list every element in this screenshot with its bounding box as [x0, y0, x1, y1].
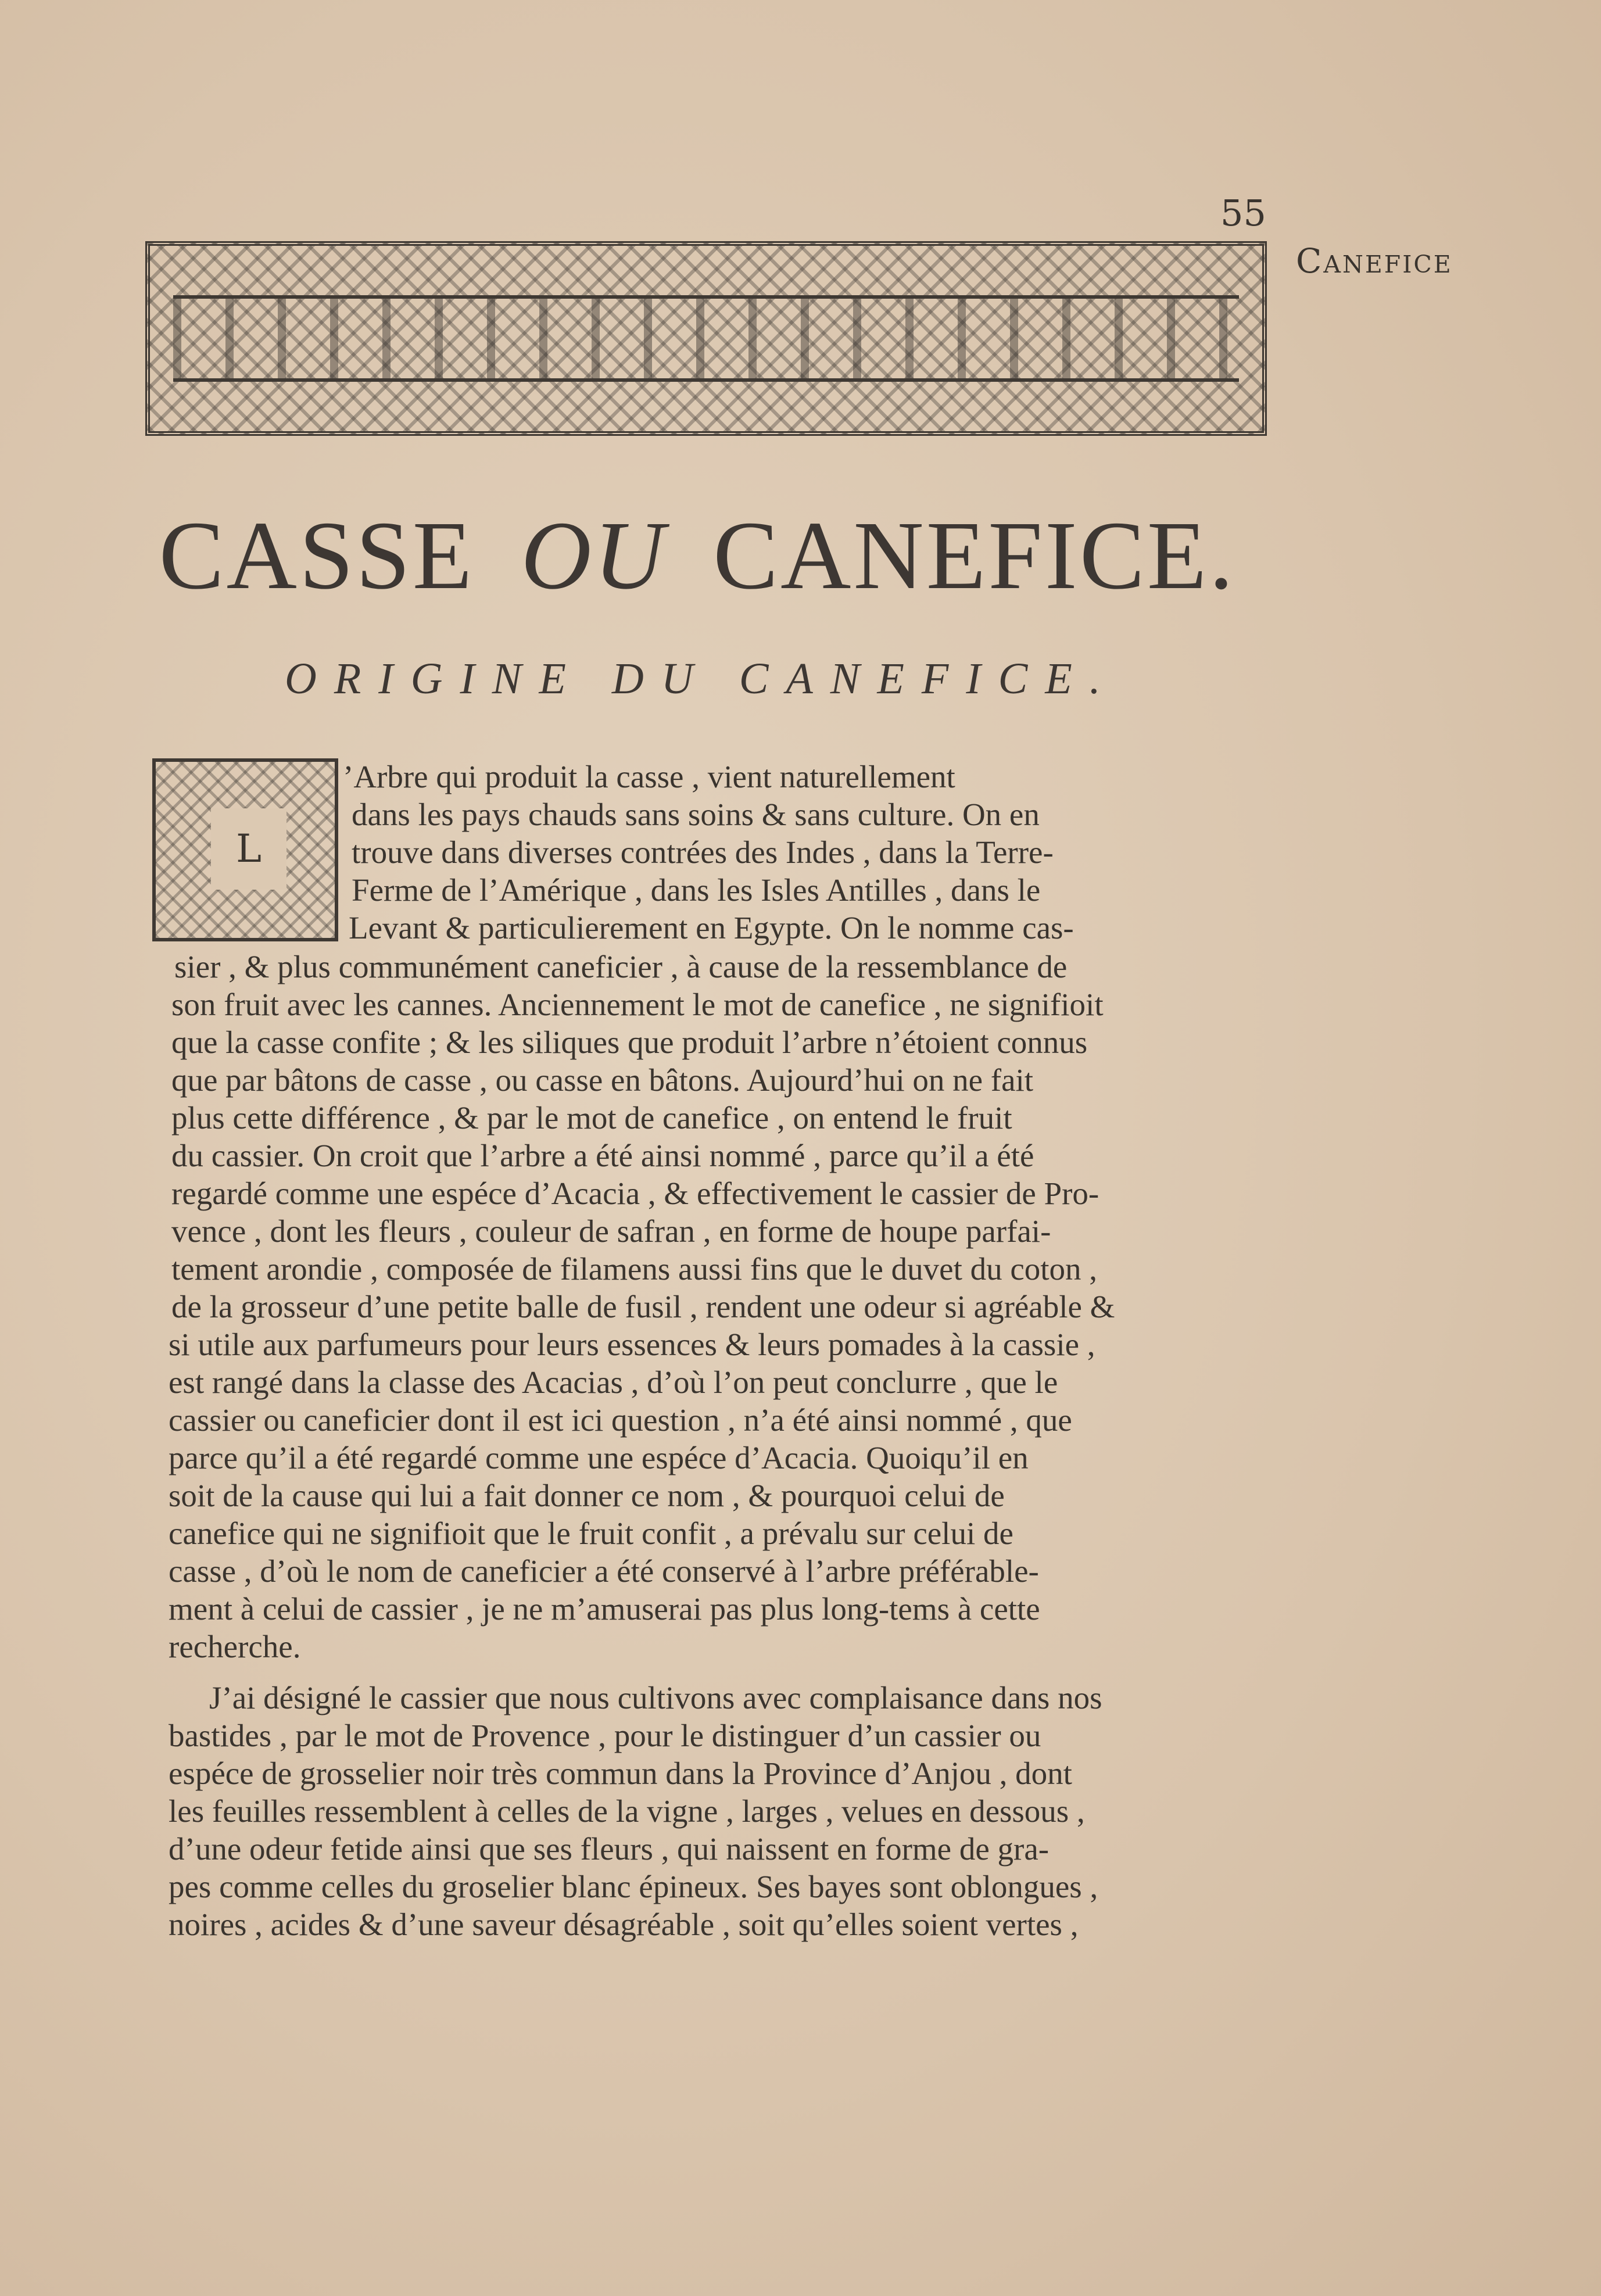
- body-line: pes comme celles du groselier blanc épineux. Ses bayes sont oblongues ,: [169, 1869, 1098, 1904]
- body-line: trouve dans diverses contrées des Indes , dans la Terre-: [352, 834, 1054, 870]
- section-heading: ORIGINE DU CANEFICE.: [285, 654, 1118, 703]
- body-line: les feuilles ressemblent à celles de la vigne , larges , velues en dessous ,: [169, 1793, 1085, 1829]
- body-line: sier , & plus communément caneficier , à cause de la ressemblance de: [174, 949, 1068, 984]
- title-part-2: OU: [521, 502, 667, 610]
- running-head: Canefice: [1296, 241, 1453, 281]
- body-line: espéce de grosselier noir très commun dans la Province d’Anjou , dont: [169, 1756, 1072, 1791]
- body-line: du cassier. On croit que l’arbre a été ainsi nommé , parce qu’il a été: [171, 1138, 1034, 1173]
- body-line: J’ai désigné le cassier que nous cultivons avec complaisance dans nos: [209, 1680, 1102, 1715]
- headpiece-band: [173, 295, 1239, 382]
- body-line: noires , acides & d’une saveur désagréable , soit qu’elles soient vertes ,: [169, 1907, 1079, 1942]
- body-line: soit de la cause qui lui a fait donner ce nom , & pourquoi celui de: [169, 1478, 1005, 1513]
- body-line: d’une odeur fetide ainsi que ses fleurs , qui naissent en forme de gra-: [169, 1831, 1050, 1867]
- page-title: [0, 500, 1395, 612]
- body-line: plus cette différence , & par le mot de canefice , on entend le fruit: [171, 1100, 1012, 1136]
- body-line: Levant & particulierement en Egypte. On le nomme cas-: [349, 910, 1074, 945]
- body-line: regardé comme une espéce d’Acacia , & effectivement le cassier de Pro-: [171, 1176, 1099, 1211]
- drop-cap-letter: L: [211, 808, 286, 890]
- body-line: dans les pays chauds sans soins & sans culture. On en: [352, 797, 1040, 832]
- body-line: que la casse confite ; & les siliques que produit l’arbre n’étoient connus: [171, 1025, 1088, 1060]
- title-part-3: CANEFICE.: [713, 502, 1236, 610]
- body-line: vence , dont les fleurs , couleur de safran , en forme de houpe parfai-: [171, 1213, 1051, 1249]
- body-line: de la grosseur d’une petite balle de fusil , rendent une odeur si agréable &: [171, 1289, 1115, 1324]
- body-line: cassier ou caneficier dont il est ici question , n’a été ainsi nommé , que: [169, 1402, 1072, 1438]
- body-line: est rangé dans la classe des Acacias , d’où l’on peut conclurre , que le: [169, 1364, 1058, 1400]
- body-line: ment à celui de cassier , je ne m’amuserai pas plus long-tems à cette: [169, 1591, 1040, 1627]
- decorative-headpiece: [145, 241, 1267, 436]
- body-line: si utile aux parfumeurs pour leurs essences & leurs pomades à la cassie ,: [169, 1327, 1095, 1362]
- drop-cap-frame: [152, 758, 338, 941]
- title-part-1: CASSE: [159, 502, 475, 610]
- body-line: son fruit avec les cannes. Anciennement le mot de canefice , ne signifioit: [171, 987, 1104, 1022]
- body-line: Ferme de l’Amérique , dans les Isles Antilles , dans le: [352, 872, 1041, 908]
- body-line: casse , d’où le nom de caneficier a été conservé à l’arbre préférable-: [169, 1553, 1039, 1589]
- body-line: tement arondie , composée de filamens aussi fins que le duvet du coton ,: [171, 1251, 1098, 1287]
- body-line: canefice qui ne signifioit que le fruit confit , a prévalu sur celui de: [169, 1516, 1013, 1551]
- body-line: parce qu’il a été regardé comme une espéce d’Acacia. Quoiqu’il en: [169, 1440, 1029, 1475]
- body-line: bastides , par le mot de Provence , pour le distinguer d’un cassier ou: [169, 1718, 1041, 1753]
- body-line: ’Arbre qui produit la casse , vient naturellement: [343, 759, 955, 794]
- page-number: 55: [1220, 192, 1266, 234]
- body-line: que par bâtons de casse , ou casse en bâtons. Aujourd’hui on ne fait: [171, 1062, 1034, 1098]
- body-line: recherche.: [169, 1629, 301, 1664]
